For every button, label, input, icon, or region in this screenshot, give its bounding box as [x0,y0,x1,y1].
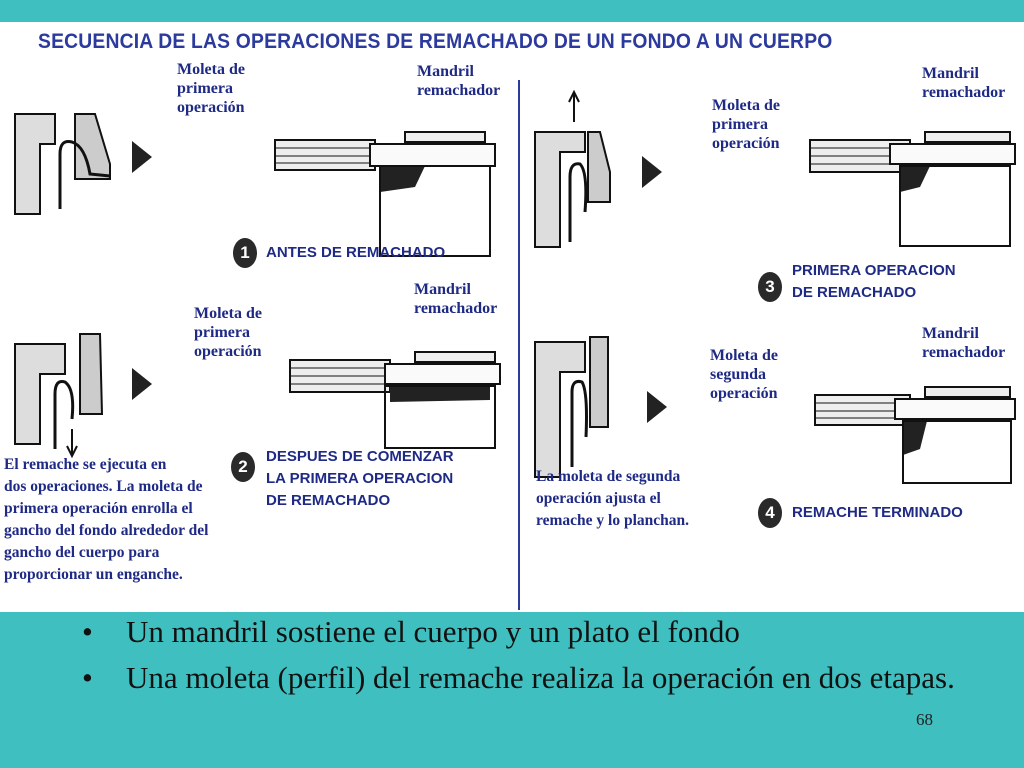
bullet-icon: • [82,660,93,695]
panel-4-arrow-icon [645,387,669,427]
panel-3-caption: PRIMERA OPERACION DE REMACHADO [792,262,956,301]
bullet-item [82,658,1012,698]
panel-3-arrow-icon [640,152,664,192]
panel-4-caption: REMACHE TERMINADO [792,504,963,521]
panel-divider [518,80,520,610]
panel-4-moleta-label: Moleta de segunda operación [710,347,778,402]
panel-1-caption: ANTES DE REMACHADO [266,244,446,261]
bullet-text: Una moleta (perfil) del remache realiza la operación en dos etapas. [126,660,955,695]
panel-3-mandril-label: Mandril remachador [922,65,1006,101]
panel-1-step-number: 1 [233,238,257,268]
panel-1-arrow-icon [130,137,154,177]
riveting-sequence-figure [0,22,1024,612]
panel-3-machine-drawing [810,132,1020,257]
page-number: 68 [916,710,933,729]
panel-2-moleta-label: Moleta de primera operación [194,305,262,360]
panel-2-arrow-icon [130,364,154,404]
panel-4-machine-drawing [815,387,1020,487]
panel-2-machine-drawing [290,352,505,452]
panel-2-step-number: 2 [231,452,255,482]
panel-4-mandril-label: Mandril remachador [922,325,1006,361]
panel-3-step-number: 3 [758,272,782,302]
panel-2-description: El remache se ejecuta en dos operaciones. La moleta de primera operación enrolla el gancho del fondo alrededor del gancho del cuerpo para proporcionar un enganche. [4,456,209,583]
panel-1-seam-crosssection [10,104,120,224]
bullet-list [82,612,1012,704]
panel-1-moleta-label: Moleta de primera operación [177,61,245,116]
panel-2-seam-crosssection [10,334,120,464]
figure-title: SECUENCIA DE LAS OPERACIONES DE REMACHADO DE UN FONDO A UN CUERPO [38,30,833,53]
panel-1-mandril-label: Mandril remachador [417,63,501,99]
panel-4-description: La moleta de segunda operación ajusta el remache y lo planchan. [536,468,689,529]
panel-4-seam-crosssection [530,337,640,487]
panel-2-mandril-label: Mandril remachador [414,281,498,317]
panel-2-caption: DESPUES DE COMENZAR LA PRIMERA OPERACION DE REMACHADO [266,448,454,509]
panel-3-seam-crosssection [530,92,640,252]
bullet-text: Un mandril sostiene el cuerpo y un plato el fondo [126,614,740,649]
panel-4-step-number: 4 [758,498,782,528]
bullet-item [82,612,1012,652]
panel-3-moleta-label: Moleta de primera operación [712,97,780,152]
bullet-icon: • [82,614,93,649]
